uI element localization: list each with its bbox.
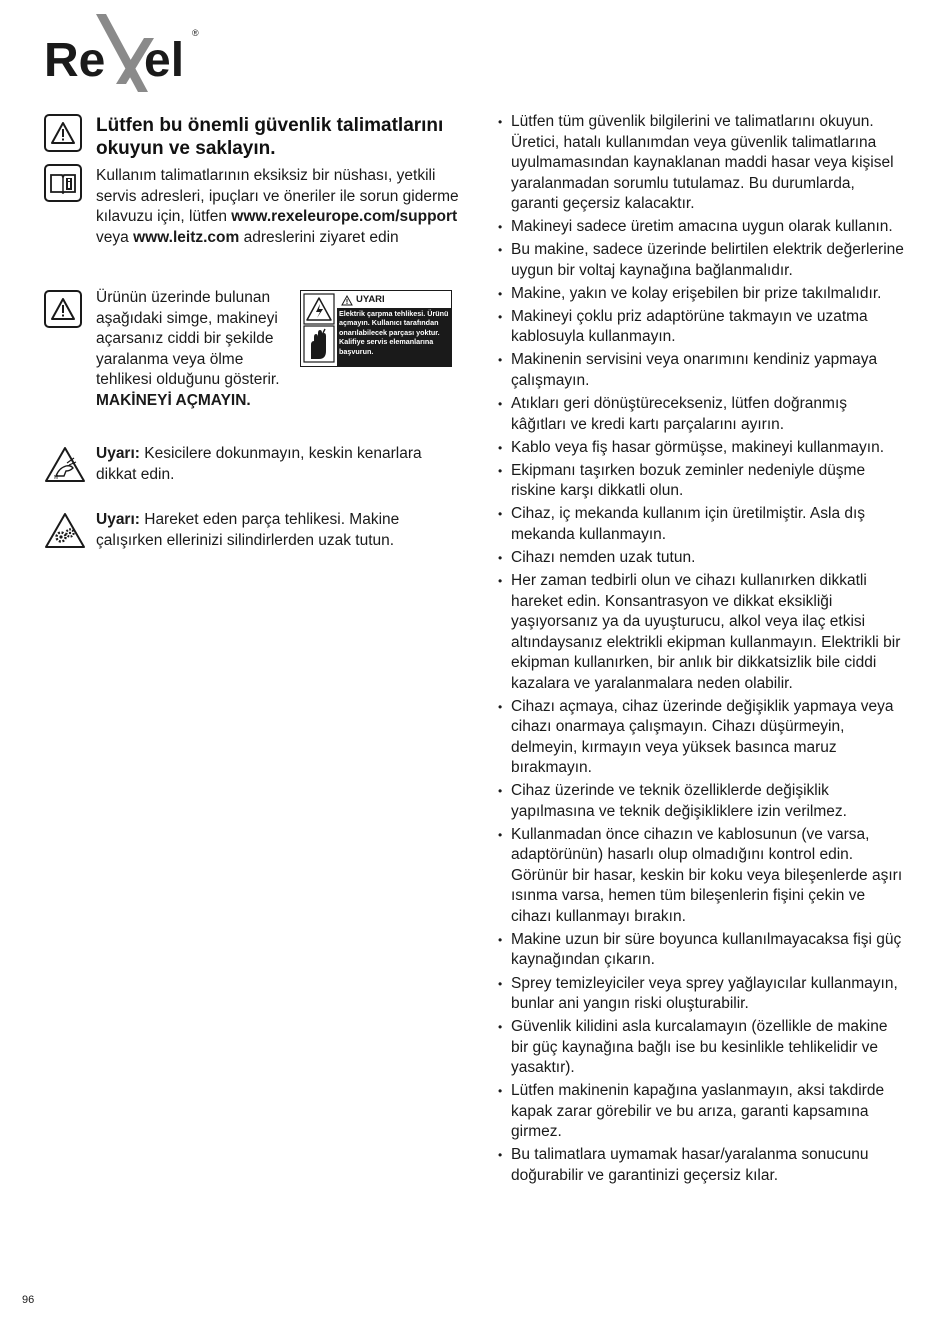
- page-number: 96: [22, 1294, 35, 1306]
- label-body: Elektrik çarpma tehlikesi. Ürünü açmayın. Kullanıcı tarafından onarılabilecek parçası yoktur. Kalifiye servis elemanlarına başvurun.: [337, 308, 451, 366]
- safety-instructions-list: [498, 112, 906, 1189]
- support-link[interactable]: www.rexeleurope.com/support: [231, 208, 458, 225]
- warning-cutters: Uyarı: Kesicilere dokunmayın, keskin kenarlara dikkat edin.: [96, 445, 422, 483]
- list-item: • Cihaz üzerinde ve teknik özelliklerde değişiklik yapılmasına ve teknik değişikliklere izin verilmez.: [498, 781, 906, 822]
- leitz-link[interactable]: www.leitz.com: [133, 228, 240, 246]
- list-item: • Cihazı açmaya, cihaz üzerinde değişiklik yapmaya veya cihazı onarmaya çalışmayın. Cihazı düşürmeyin, delmeyin, kırmayın veya yüksek basınca maruz bırakmayın.: [498, 697, 906, 779]
- list-item: • Her zaman tedbirli olun ve cihazı kullanırken dikkatli hareket edin. Konsantrasyon ve dikkat eksikliği yaşıyorsanız ya da uyuşturucu, alkol veya ilaç etkisi altındaysanız elektrikli ekipman kullanmayın. Elektrikli bir ekipman kullanırken, bir anlık bir dikkatsizlik bile ciddi kazalara ve yaralanmalara neden olabilir.: [498, 571, 906, 694]
- warning-triangle-icon: [44, 114, 82, 152]
- list-item: • Sprey temizleyiciler veya sprey yağlayıcılar kullanmayın, bunlar ani yangın riski oluşturabilir.: [498, 974, 906, 1015]
- symbol-notice: Ürünün üzerinde bulunan aşağıdaki simge, makineyi açarsanız ciddi bir şekilde yaralanma veya ölme tehlikesi olduğunu gösterir. MAKİNEYİ AÇMAYIN.: [96, 289, 280, 409]
- svg-text:M: M: [54, 475, 59, 481]
- list-item: • Kullanmadan önce cihazın ve kablosunun (ve varsa, adaptörünün) hasarlı olup olmadığını kontrol edin. Görünür bir hasar, keskin bir koku veya bileşenlerde aşırı ısınma varsa, hemen tüm bileşenlerin fişini çekin ve cihazı kullanmayı bırakın.: [498, 825, 906, 928]
- list-item: • Güvenlik kilidini asla kurcalamayın (özellikle de makine bir güç kaynağına bağlı ise bu kesinlikle tehlikelidir ve yasaktır).: [498, 1017, 906, 1079]
- warning-triangle-icon: [44, 290, 82, 328]
- warning-moving-parts: Uyarı: Hareket eden parça tehlikesi. Makine çalışırken ellerinizi silindirlerden uzak tutun.: [96, 511, 400, 549]
- page-title: Lütfen bu önemli güvenlik talimatlarını okuyun ve saklayın.: [96, 115, 444, 159]
- list-item: • Makine, yakın ve kolay erişebilen bir prize takılmalıdır.: [498, 284, 906, 305]
- list-item: • Cihaz, iç mekanda kullanım için üretilmiştir. Asla dış mekanda kullanmayın.: [498, 504, 906, 545]
- list-item: • Kablo veya fiş hasar görmüşse, makineyi kullanmayın.: [498, 438, 906, 459]
- list-item: • Lütfen tüm güvenlik bilgilerini ve talimatlarını okuyun. Üretici, hatalı kullanımdan veya güvenlik talimatlarına uyulmamasından kaynaklanan maddi hasar veya kişisel yaralanmadan sorumlu tutulamaz. Bu durumlarda, garanti geçersiz kalacaktır.: [498, 112, 906, 215]
- list-item: • Cihazı nemden uzak tutun.: [498, 548, 906, 569]
- rexel-logo: [44, 14, 204, 94]
- device-warning-label: [300, 290, 452, 367]
- cutter-hazard-icon: [44, 446, 86, 484]
- label-icons: [303, 293, 335, 364]
- list-item: • Lütfen makinenin kapağına yaslanmayın, aksi takdirde kapak zarar görebilir ve bu arıza, garanti kapsamına girmez.: [498, 1081, 906, 1143]
- list-item: • Bu talimatlara uymamak hasar/yaralanma sonucunu doğurabilir ve garantinizi geçersiz kılar.: [498, 1145, 906, 1186]
- list-item: • Ekipmanı taşırken bozuk zeminler nedeniyle düşme riskine karşı dikkatli olun.: [498, 461, 906, 502]
- moving-parts-hazard-icon: [44, 512, 86, 550]
- intro-text: Kullanım talimatlarının eksiksiz bir nüshası, yetkili servis adresleri, ipuçları ve öneriler ile sorun giderme kılavuzu için, lütfen www.rexeleurope.com/support veya www.leitz.com adreslerini ziyaret edin: [96, 167, 459, 246]
- small-warning-icon: [341, 295, 353, 306]
- list-item: • Makinenin servisini veya onarımını kendiniz yapmaya çalışmayın.: [498, 350, 906, 391]
- list-item: • Bu makine, sadece üzerinde belirtilen elektrik değerlerine uygun bir voltaj kaynağına bağlanmalıdır.: [498, 240, 906, 281]
- list-item: • Makineyi sadece üretim amacına uygun olarak kullanın.: [498, 217, 906, 238]
- list-item: • Makine uzun bir süre boyunca kullanılmayacaksa fişi güç kaynağından çıkarın.: [498, 930, 906, 971]
- svg-text:el: el: [144, 34, 185, 87]
- registered-mark: ®: [192, 28, 199, 38]
- svg-text:Re: Re: [44, 34, 106, 87]
- list-item: • Makineyi çoklu priz adaptörüne takmayın ve uzatma kablosuyla kullanmayın.: [498, 307, 906, 348]
- label-title: UYARI: [341, 293, 449, 307]
- read-manual-icon: [44, 164, 82, 202]
- list-item: • Atıkları geri dönüştürecekseniz, lütfen doğranmış kâğıtları ve kredi kartı parçalarını ayırın.: [498, 394, 906, 435]
